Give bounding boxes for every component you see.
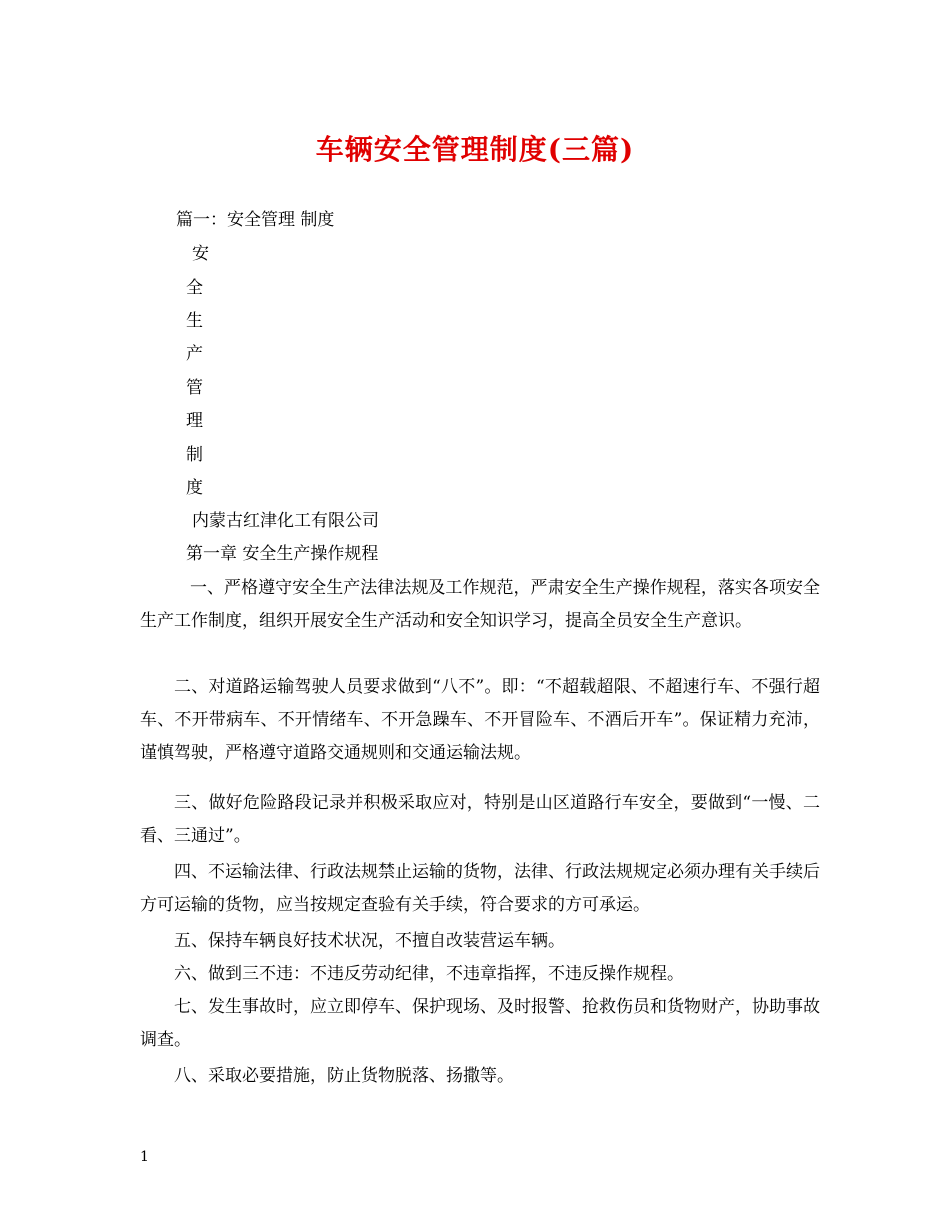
paragraph: 四、不运输法律、行政法规禁止运输的货物，法律、行政法规规定必须办理有关手续后方可运输的货物，应当按规定查验有关手续，符合要求的方可承运。 — [140, 862, 820, 915]
paragraph: 六、做到三不违：不违反劳动纪律，不违章指挥，不违反操作规程。 — [174, 964, 684, 984]
paragraph: 七、发生事故时，应立即停车、保护现场、及时报警、抢救伤员和货物财产，协助事故调查。 — [140, 997, 820, 1050]
vertical-title-char: 制 — [186, 445, 203, 465]
vertical-title-char: 产 — [186, 344, 203, 364]
vertical-title-char: 管 — [186, 378, 203, 398]
company-name: 内蒙古红津化工有限公司 — [192, 511, 379, 531]
vertical-title-char: 全 — [186, 278, 203, 298]
vertical-title-char: 安 — [192, 244, 209, 264]
paragraph: 三、做好危险路段记录并积极采取应对，特别是山区道路行车安全，要做到“一慢、二看、三通过”。 — [140, 793, 820, 846]
paragraph: 五、保持车辆良好技术状况，不擅自改装营运车辆。 — [174, 931, 565, 951]
paragraph: 一、严格遵守安全生产法律法规及工作规范，严肃安全生产操作规程，落实各项安全生产工作制度，组织开展安全生产活动和安全知识学习，提高全员安全生产意识。 — [140, 578, 820, 631]
section-heading: 篇一：安全管理 制度 — [176, 210, 335, 230]
page-number: 1 — [140, 1149, 149, 1165]
vertical-title-char: 度 — [186, 478, 203, 498]
document-title: 车辆安全管理制度(三篇) — [315, 133, 635, 166]
chapter-heading: 第一章 安全生产操作规程 — [186, 544, 379, 564]
paragraph: 八、采取必要措施，防止货物脱落、扬撒等。 — [174, 1066, 514, 1086]
vertical-title-char: 生 — [186, 311, 203, 331]
vertical-title-char: 理 — [186, 411, 203, 431]
paragraph: 二、对道路运输驾驶人员要求做到“八不”。即：“不超载超限、不超速行车、不强行超车、不开带病车、不开情绪车、不开急躁车、不开冒险车、不酒后开车”。保证精力充沛，谨慎驾驶，严格遵守道路交通规则和交通运输法规。 — [140, 677, 820, 763]
